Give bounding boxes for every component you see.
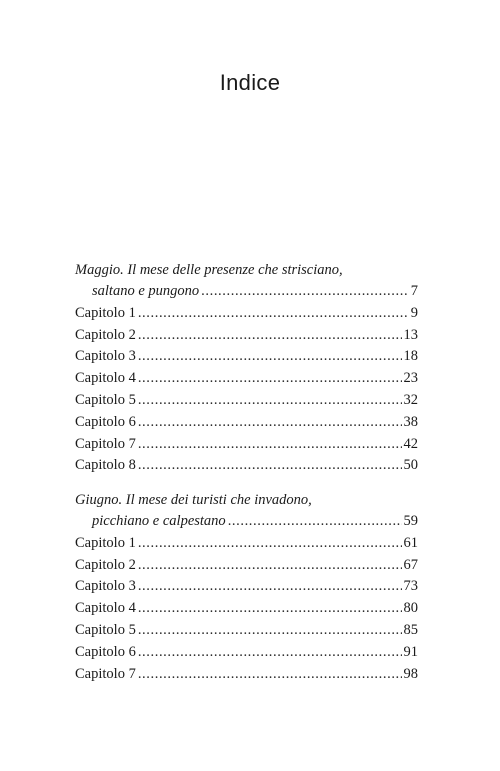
entry-label: Capitolo 1 xyxy=(75,534,136,551)
dot-leader xyxy=(228,511,402,533)
page-number: 7 xyxy=(410,283,418,299)
toc-section-maggio xyxy=(75,259,418,477)
page-number: 50 xyxy=(403,457,418,474)
entry-label: Capitolo 6 xyxy=(75,643,136,660)
toc-entry-chapter[interactable] xyxy=(75,455,418,477)
toc-entry-section-giugno[interactable] xyxy=(75,511,418,533)
page-number: 85 xyxy=(403,621,418,638)
dot-leader xyxy=(138,533,402,555)
toc-entry-chapter[interactable] xyxy=(75,533,418,555)
page-number: 61 xyxy=(403,534,418,551)
entry-label: Capitolo 2 xyxy=(75,556,136,573)
page-number: 13 xyxy=(403,326,418,343)
page-number: 38 xyxy=(403,413,418,430)
page-number: 18 xyxy=(403,348,418,365)
toc-entry-chapter[interactable] xyxy=(75,576,418,598)
dot-leader xyxy=(201,281,409,303)
dot-leader xyxy=(138,620,402,642)
entry-label: saltano e pungono xyxy=(92,283,200,299)
entry-label: Capitolo 1 xyxy=(75,304,136,321)
page-number: 32 xyxy=(403,391,418,408)
page-number: 73 xyxy=(403,578,418,595)
entry-label: Capitolo 7 xyxy=(75,435,136,452)
toc-entry-chapter[interactable] xyxy=(75,346,418,368)
page-number: 98 xyxy=(403,665,418,682)
page-number: 9 xyxy=(410,304,418,321)
dot-leader xyxy=(138,434,402,456)
dot-leader xyxy=(138,303,409,325)
dot-leader xyxy=(138,598,402,620)
toc-entry-chapter[interactable] xyxy=(75,434,418,456)
toc-entry-chapter[interactable] xyxy=(75,368,418,390)
section-title: Giugno. Il mese dei turisti che invadono, xyxy=(75,492,312,508)
dot-leader xyxy=(138,642,402,664)
page-number: 42 xyxy=(403,435,418,452)
toc-entry-chapter[interactable] xyxy=(75,664,418,686)
toc-entry-chapter[interactable] xyxy=(75,390,418,412)
toc-entry-chapter[interactable] xyxy=(75,325,418,347)
entry-label: Capitolo 4 xyxy=(75,600,136,617)
page-number: 67 xyxy=(403,556,418,573)
entry-label: Capitolo 2 xyxy=(75,326,136,343)
dot-leader xyxy=(138,664,402,686)
entry-label: Capitolo 8 xyxy=(75,457,136,474)
dot-leader xyxy=(138,455,402,477)
page-number: 80 xyxy=(403,600,418,617)
entry-label: Capitolo 3 xyxy=(75,578,136,595)
toc-entry-chapter[interactable] xyxy=(75,412,418,434)
toc-entry-chapter[interactable] xyxy=(75,303,418,325)
page-number: 91 xyxy=(403,643,418,660)
dot-leader xyxy=(138,555,402,577)
dot-leader xyxy=(138,390,402,412)
section-title: Maggio. Il mese delle presenze che strisciano, xyxy=(75,262,343,278)
toc-entry-chapter[interactable] xyxy=(75,555,418,577)
entry-label: Capitolo 7 xyxy=(75,665,136,682)
entry-label: picchiano e calpestano xyxy=(92,513,226,529)
dot-leader xyxy=(138,346,402,368)
entry-label: Capitolo 3 xyxy=(75,348,136,365)
entry-label: Capitolo 5 xyxy=(75,391,136,408)
page-number: 23 xyxy=(403,370,418,387)
entry-label: Capitolo 5 xyxy=(75,621,136,638)
toc-section-giugno xyxy=(75,489,418,685)
page-number: 59 xyxy=(403,513,418,529)
entry-label: Capitolo 4 xyxy=(75,370,136,387)
page-title: Indice xyxy=(219,70,281,95)
dot-leader xyxy=(138,325,402,347)
dot-leader xyxy=(138,412,402,434)
dot-leader xyxy=(138,576,402,598)
toc-entry-section-maggio[interactable] xyxy=(75,281,418,303)
entry-label: Capitolo 6 xyxy=(75,413,136,430)
toc-entry-chapter[interactable] xyxy=(75,642,418,664)
dot-leader xyxy=(138,368,402,390)
toc-entry-chapter[interactable] xyxy=(75,598,418,620)
toc-entry-chapter[interactable] xyxy=(75,620,418,642)
